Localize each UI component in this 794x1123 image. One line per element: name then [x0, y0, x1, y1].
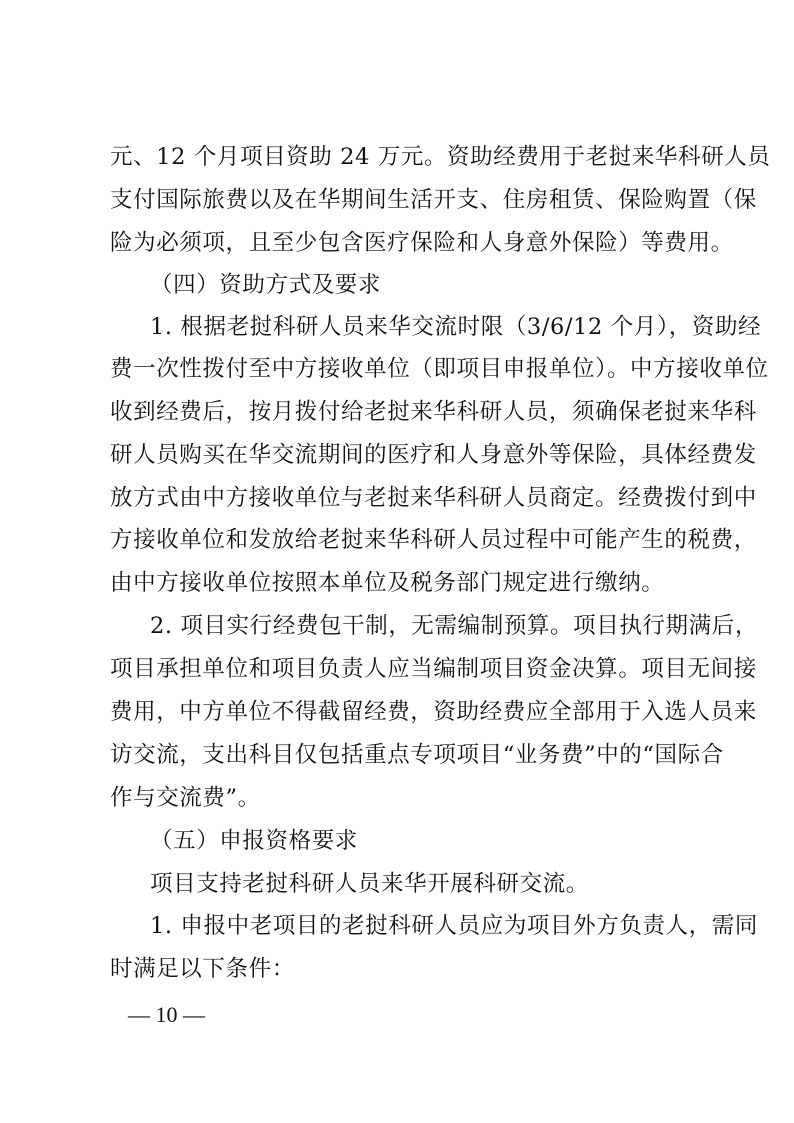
paragraph-line: 元、12 个月项目资助 24 万元。资助经费用于老挝来华科研人员	[110, 144, 771, 170]
section-heading: （四）资助方式及要求	[150, 272, 382, 298]
paragraph-line: 险为必须项，且至少包含医疗保险和人身意外保险）等费用。	[110, 230, 734, 256]
paragraph-line: 项目承担单位和项目负责人应当编制项目资金决算。项目无间接	[110, 656, 757, 682]
paragraph-line: 支付国际旅费以及在华期间生活开支、住房租赁、保险购置（保	[110, 187, 757, 213]
paragraph-line: 时满足以下条件：	[110, 956, 295, 982]
paragraph-line: 访交流，支出科目仅包括重点专项项目“业务费”中的“国际合	[110, 742, 724, 768]
paragraph-line: 费用，中方单位不得截留经费，资助经费应全部用于入选人员来	[110, 699, 757, 725]
paragraph-line: 费一次性拨付至中方接收单位（即项目申报单位）。中方接收单位	[110, 356, 769, 382]
section-heading: （五）申报资格要求	[150, 828, 358, 854]
paragraph-line: 2. 项目实行经费包干制，无需编制预算。项目执行期满后，	[150, 613, 758, 639]
page-number: — 10 —	[128, 1002, 205, 1027]
paragraph-line: 由中方接收单位按照本单位及税务部门规定进行缴纳。	[110, 570, 665, 596]
paragraph-line: 1. 申报中老项目的老挝科研人员应为项目外方负责人，需同	[150, 913, 758, 939]
paragraph-line: 研人员购买在华交流期间的医疗和人身意外等保险，具体经费发	[110, 442, 757, 468]
paragraph-line: 作与交流费”。	[110, 785, 261, 811]
paragraph-line: 方接收单位和发放给老挝来华科研人员过程中可能产生的税费，	[110, 527, 757, 553]
paragraph-line: 放方式由中方接收单位与老挝来华科研人员商定。经费拨付到中	[110, 485, 757, 511]
paragraph-line: 1. 根据老挝科研人员来华交流时限（3/6/12 个月），资助经	[150, 314, 762, 340]
paragraph-line: 收到经费后，按月拨付给老挝来华科研人员，须确保老挝来华科	[110, 399, 757, 425]
paragraph-line: 项目支持老挝科研人员来华开展科研交流。	[150, 871, 589, 897]
